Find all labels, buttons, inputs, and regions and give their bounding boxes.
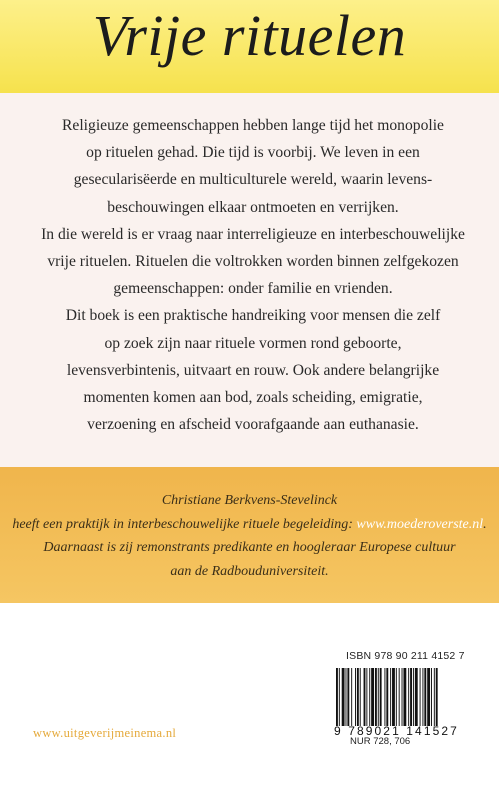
barcode-bar <box>422 668 423 726</box>
author-bio-text: . <box>483 516 487 532</box>
blurb-line: gesecularisëerde en multiculturele wereld, waarin levens- <box>73 171 433 189</box>
barcode-bar <box>375 668 377 726</box>
barcode-bar <box>402 668 403 726</box>
barcode-bar <box>339 668 340 726</box>
barcode-bar <box>413 668 414 726</box>
barcode-bar <box>336 668 338 726</box>
blurb-line: levensverbintenis, uitvaart en rouw. Ook andere belangrijke <box>66 361 440 379</box>
barcode-bar <box>360 668 361 726</box>
barcode-bar <box>347 668 349 726</box>
barcode-bar <box>390 668 391 726</box>
barcode-bar <box>408 668 409 726</box>
barcode-bar <box>369 668 370 726</box>
barcode-bar <box>366 668 367 726</box>
author-bio-line <box>0 513 499 537</box>
barcode-block <box>334 650 490 747</box>
blurb-line: vrije rituelen. Rituelen die voltrokken worden binnen zelfgekozen <box>47 253 459 271</box>
barcode-bar <box>346 668 347 726</box>
barcode-bar <box>431 668 432 726</box>
blurb-line: Religieuze gemeenschappen hebben lange tijd het monopolie <box>62 117 444 134</box>
barcode-bar <box>420 668 421 726</box>
publisher-website[interactable]: www.uitgeverijmeinema.nl <box>33 726 177 740</box>
barcode-bar <box>410 668 412 726</box>
book-title: Vrije rituelen <box>92 3 407 68</box>
barcode-bar <box>364 668 366 726</box>
barcode-bar <box>436 668 438 726</box>
blurb-line: op zoek zijn naar rituele vormen rond geboorte, <box>104 334 402 352</box>
barcode-image <box>334 668 484 726</box>
blurb-line: gemeenschappen: onder familie en vrienden. <box>113 280 393 298</box>
barcode-bar <box>386 668 388 726</box>
author-bio <box>0 489 499 583</box>
author-website-link[interactable]: www.moederoverste.nl <box>356 516 484 532</box>
blurb-line: momenten komen aan bod, zoals scheiding, emigratie, <box>83 389 423 407</box>
barcode-bar <box>357 668 359 726</box>
author-bio-line: Daarnaast is zij remonstrants predikante en hoogleraar Europese cultuur <box>43 540 456 555</box>
barcode-bar <box>403 668 406 726</box>
barcode-bar <box>427 668 430 726</box>
barcode-bar <box>380 668 382 726</box>
author-bio-line: aan de Radbouduniversiteit. <box>170 563 329 579</box>
author-name: Christiane Berkvens-Stevelinck <box>161 493 338 508</box>
blurb-line: op rituelen gehad. Die tijd is voorbij. We leven in een <box>86 144 420 162</box>
barcode-bar <box>342 668 345 726</box>
blurb-text <box>33 112 473 438</box>
blurb-line: beschouwingen elkaar ontmoeten en verrijken. <box>107 198 399 216</box>
barcode-bar <box>396 668 397 726</box>
blurb-line: Dit boek is een praktische handreiking voor mensen die zelf <box>65 307 441 325</box>
barcode-bar <box>351 668 352 726</box>
barcode-bar <box>434 668 435 726</box>
barcode-bar <box>384 668 385 726</box>
barcode-bar <box>399 668 400 726</box>
author-bio-text: heeft een praktijk in interbeschouwelijke rituele begeleiding: <box>12 516 357 532</box>
nur-label: NUR 728, 706 <box>350 736 411 747</box>
barcode-bar <box>355 668 356 726</box>
barcode-bar <box>378 668 379 726</box>
blurb-line: In die wereld is er vraag naar interreligieuze en interbeschouwelijke <box>41 225 465 243</box>
isbn-label: ISBN 978 90 211 4152 7 <box>346 650 465 662</box>
barcode-bar <box>415 668 418 726</box>
barcode-bar <box>371 668 374 726</box>
barcode-bar <box>392 668 395 726</box>
blurb-line: verzoening en afscheid voorafgaande aan euthanasie. <box>87 416 419 434</box>
barcode-bar <box>424 668 426 726</box>
ean-digits: 9 789021 141527 <box>334 724 459 738</box>
